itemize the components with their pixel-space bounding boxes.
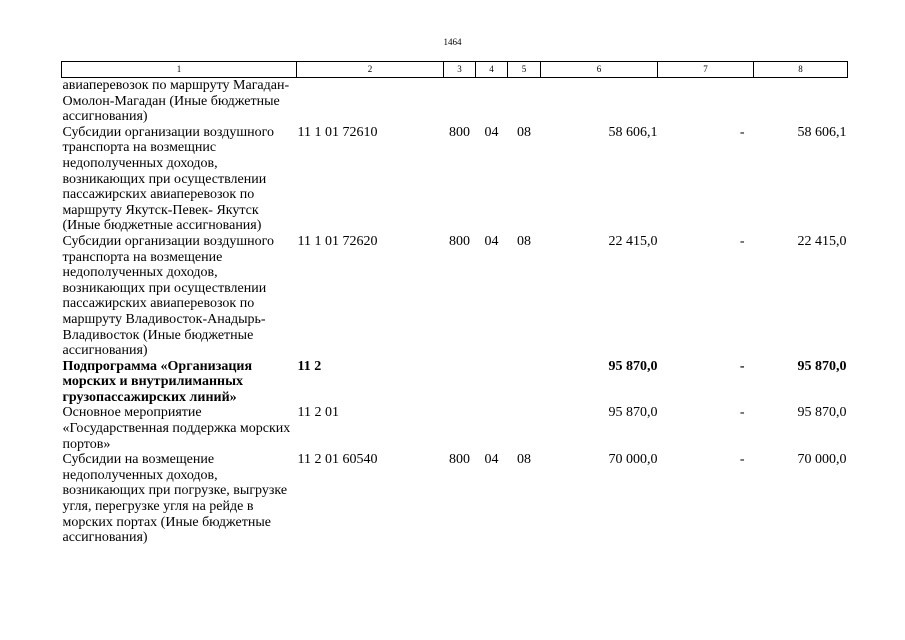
row-name: Подпрограмма «Организация морских и внутрилиманных грузопассажирских линий» — [62, 358, 253, 405]
row-col8 — [754, 78, 848, 125]
row-col3 — [444, 359, 476, 406]
header-cell-5: 5 — [508, 62, 541, 78]
row-code: 11 1 01 72610 — [297, 124, 378, 140]
row-col3 — [444, 405, 476, 452]
row-col5 — [508, 78, 541, 125]
row-col5: 08 — [517, 124, 531, 140]
row-col6: 58 606,1 — [608, 124, 658, 140]
row-col7: - — [739, 233, 745, 249]
row-col7: - — [739, 124, 745, 140]
row-col7: - — [739, 358, 745, 374]
row-code: 11 2 01 — [297, 405, 339, 421]
row-col4 — [476, 78, 508, 125]
page-number: 1464 — [443, 37, 462, 47]
row-name: Основное мероприятие «Государственная поддержка морских портов» — [62, 405, 291, 452]
row-col8: 95 870,0 — [797, 405, 847, 421]
row-col3 — [444, 78, 476, 125]
row-col4: 04 — [484, 233, 499, 249]
row-col6: 70 000,0 — [608, 452, 658, 468]
header-cell-7: 7 — [658, 62, 754, 78]
row-col5 — [508, 405, 541, 452]
row-code — [297, 78, 444, 125]
row-col7: - — [739, 452, 745, 468]
row-col7: - — [739, 405, 745, 421]
row-col8: 58 606,1 — [797, 124, 847, 140]
row-col8: 70 000,0 — [797, 452, 847, 468]
row-name: авиаперевозок по маршруту Магадан-Омолон-Магадан (Иные бюджетные ассигнования) — [62, 78, 290, 125]
header-cell-1: 1 — [62, 62, 297, 78]
row-col5: 08 — [517, 452, 531, 468]
budget-table — [61, 61, 848, 546]
header-row — [62, 62, 848, 78]
header-cell-8: 8 — [754, 62, 848, 78]
row-col4: 04 — [484, 124, 499, 140]
table-row-subprogram — [62, 359, 848, 406]
row-name: Субсидии организации воздушного транспорта на возмещение недополученных доходов, возникающих при осуществлении пассажирских авиаперевозок по маршруту Владивосток-Анадырь-Владивосток (Иные бюджетные ассигнования) — [62, 233, 274, 359]
header-cell-4: 4 — [476, 62, 508, 78]
row-col5: 08 — [517, 233, 531, 249]
table-row — [62, 125, 848, 234]
row-code: 11 1 01 72620 — [297, 233, 378, 249]
header-cell-3: 3 — [444, 62, 476, 78]
row-col8: 95 870,0 — [797, 358, 847, 374]
row-code: 11 2 — [297, 358, 322, 374]
header-cell-2: 2 — [297, 62, 444, 78]
row-col8: 22 415,0 — [797, 233, 847, 249]
row-col5 — [508, 359, 541, 406]
row-col4 — [476, 405, 508, 452]
table-row — [62, 234, 848, 359]
row-col3: 800 — [449, 452, 470, 468]
table-row — [62, 405, 848, 452]
row-col6: 22 415,0 — [608, 233, 658, 249]
row-name: Субсидии организации воздушного транспорта на возмещнис недополученных доходов, возникающих при осуществлении пассажирских авиаперевозок по маршруту Якутск-Певек- Якутск (Иные бюджетные ассигнования) — [62, 124, 274, 234]
row-col4: 04 — [484, 452, 499, 468]
table-row — [62, 78, 848, 125]
row-name: Субсидии на возмещение недополученных доходов, возникающих при погрузке, выгрузке угля, перегрузке угля на рейде в морских портах (Иные бюджетные ассигнования) — [62, 452, 288, 546]
header-cell-6: 6 — [541, 62, 658, 78]
row-code: 11 2 01 60540 — [297, 452, 378, 468]
row-col3: 800 — [449, 124, 470, 140]
row-col6 — [541, 78, 658, 125]
row-col7 — [658, 78, 754, 125]
table-row — [62, 452, 848, 546]
row-col6: 95 870,0 — [608, 358, 658, 374]
row-col3: 800 — [449, 233, 470, 249]
row-col4 — [476, 359, 508, 406]
row-col6: 95 870,0 — [608, 405, 658, 421]
